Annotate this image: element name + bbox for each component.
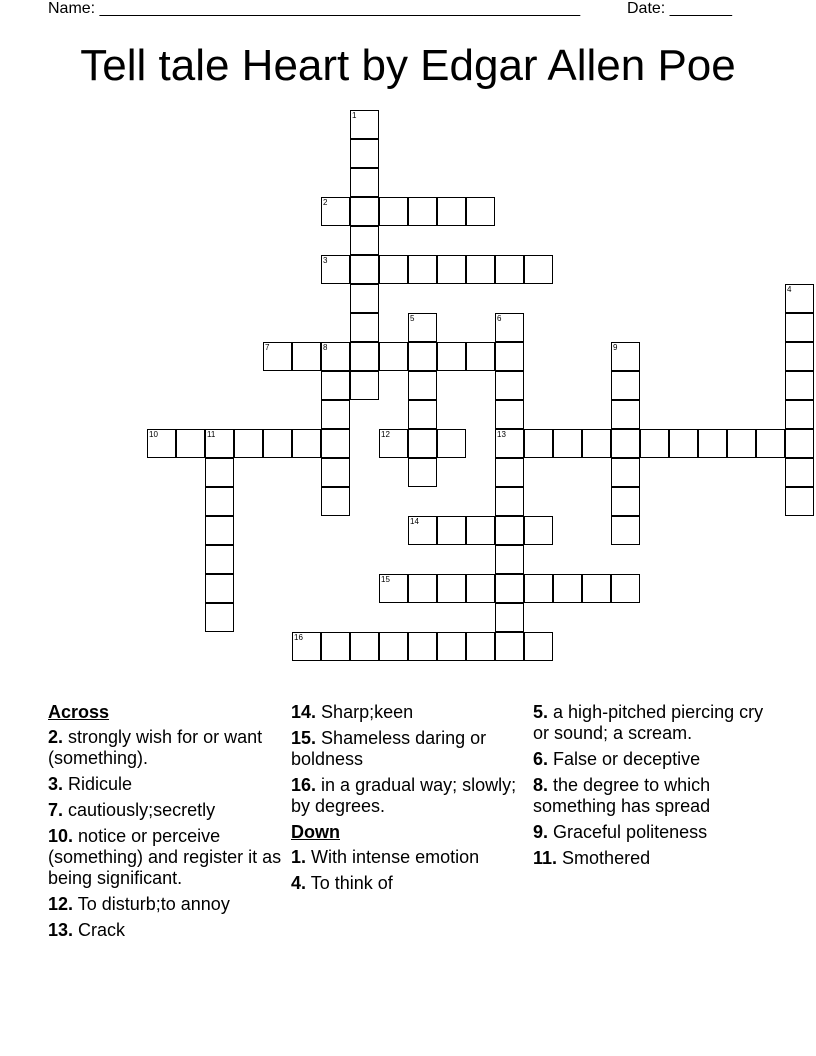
grid-cell[interactable] [785, 429, 814, 458]
clue-across-2: 2. strongly wish for or want (something). [48, 727, 263, 768]
grid-cell[interactable] [495, 342, 524, 371]
clue-across-15: 15. Shameless daring or boldness [291, 728, 487, 769]
grid-cell[interactable] [205, 516, 234, 545]
grid-cell[interactable] [350, 197, 379, 226]
clue-down-11: 11. Smothered [533, 848, 651, 868]
clue-across-7: 7. cautiously;secretly [48, 800, 216, 820]
clue-across-16: 16. in a gradual way; slowly; by degrees. [291, 775, 517, 816]
grid-cell[interactable] [437, 255, 466, 284]
clue-column-3 [533, 702, 765, 874]
clue-number: 14 [410, 517, 419, 526]
date-line[interactable]: _______ [669, 0, 732, 17]
clue-number: 9 [613, 343, 618, 352]
grid-cell[interactable] [524, 632, 553, 661]
grid-cell[interactable] [495, 313, 524, 342]
grid-cell[interactable] [292, 342, 321, 371]
clue-number: 16 [294, 633, 303, 642]
clue-down-9: 9. Graceful politeness [533, 822, 708, 842]
grid-cell[interactable] [408, 197, 437, 226]
grid-cell[interactable] [321, 255, 350, 284]
grid-cell[interactable] [321, 632, 350, 661]
grid-cell[interactable] [582, 429, 611, 458]
grid-cell[interactable] [495, 574, 524, 603]
grid-cell[interactable] [408, 400, 437, 429]
clue-number: 3 [323, 256, 328, 265]
grid-cell[interactable] [611, 574, 640, 603]
grid-cell[interactable] [350, 255, 379, 284]
clue-down-6: 6. False or deceptive [533, 749, 701, 769]
grid-cell[interactable] [524, 574, 553, 603]
clue-column-2 [291, 702, 523, 899]
clue-number: 2 [323, 198, 328, 207]
clue-down-8: 8. the degree to which something has spread [533, 775, 711, 816]
clue-number: 10 [149, 430, 158, 439]
grid-cell[interactable] [176, 429, 205, 458]
clue-down-5: 5. a high-pitched piercing cry or sound; a scream. [533, 702, 764, 743]
grid-cell[interactable] [553, 429, 582, 458]
grid-cell[interactable] [669, 429, 698, 458]
grid-cell[interactable] [408, 371, 437, 400]
grid-cell[interactable] [147, 429, 176, 458]
grid-cell[interactable] [437, 197, 466, 226]
clue-column-1 [48, 702, 288, 946]
grid-cell[interactable] [321, 197, 350, 226]
grid-cell[interactable] [495, 545, 524, 574]
grid-cell[interactable] [611, 429, 640, 458]
clue-number: 7 [265, 343, 270, 352]
clue-across-14: 14. Sharp;keen [291, 702, 414, 722]
grid-cell[interactable] [466, 342, 495, 371]
grid-cell[interactable] [698, 429, 727, 458]
grid-cell[interactable] [553, 574, 582, 603]
grid-cell[interactable] [785, 284, 814, 313]
grid-cell[interactable] [437, 632, 466, 661]
grid-cell[interactable] [350, 110, 379, 139]
grid-cell[interactable] [495, 458, 524, 487]
grid-cell[interactable] [640, 429, 669, 458]
grid-cell[interactable] [205, 458, 234, 487]
clue-number: 5 [410, 314, 415, 323]
grid-cell[interactable] [263, 342, 292, 371]
grid-cell[interactable] [611, 458, 640, 487]
grid-cell[interactable] [350, 168, 379, 197]
grid-cell[interactable] [495, 487, 524, 516]
clue-number: 8 [323, 343, 328, 352]
name-label: Name: [48, 0, 96, 17]
clue-across-10: 10. notice or perceive (something) and register it as being significant. [48, 826, 282, 888]
grid-cell[interactable] [379, 342, 408, 371]
grid-cell[interactable] [495, 255, 524, 284]
grid-cell[interactable] [437, 342, 466, 371]
grid-cell[interactable] [756, 429, 785, 458]
grid-cell[interactable] [379, 255, 408, 284]
clue-number: 4 [787, 285, 792, 294]
grid-cell[interactable] [785, 487, 814, 516]
grid-cell[interactable] [205, 545, 234, 574]
grid-cell[interactable] [379, 632, 408, 661]
grid-cell[interactable] [727, 429, 756, 458]
grid-cell[interactable] [350, 342, 379, 371]
grid-cell[interactable] [495, 400, 524, 429]
grid-cell[interactable] [524, 516, 553, 545]
page-title: Tell tale Heart by Edgar Allen Poe [80, 41, 736, 90]
grid-cell[interactable] [408, 313, 437, 342]
grid-cell[interactable] [321, 400, 350, 429]
grid-cell[interactable] [524, 429, 553, 458]
grid-cell[interactable] [495, 632, 524, 661]
clue-across-13: 13. Crack [48, 920, 126, 940]
grid-cell[interactable] [611, 342, 640, 371]
grid-cell[interactable] [611, 400, 640, 429]
grid-cell[interactable] [321, 371, 350, 400]
grid-cell[interactable] [466, 516, 495, 545]
grid-cell[interactable] [321, 342, 350, 371]
grid-cell[interactable] [292, 632, 321, 661]
grid-cell[interactable] [379, 197, 408, 226]
clue-number: 12 [381, 430, 390, 439]
grid-cell[interactable] [350, 632, 379, 661]
down-heading: Down [291, 822, 340, 842]
grid-cell[interactable] [408, 516, 437, 545]
clue-down-4: 4. To think of [291, 873, 393, 893]
grid-cell[interactable] [321, 487, 350, 516]
across-heading: Across [48, 702, 110, 722]
grid-cell[interactable] [292, 429, 321, 458]
grid-cell[interactable] [408, 574, 437, 603]
grid-cell[interactable] [466, 197, 495, 226]
grid-cell[interactable] [205, 429, 234, 458]
grid-cell[interactable] [524, 255, 553, 284]
grid-cell[interactable] [785, 342, 814, 371]
grid-cell[interactable] [379, 574, 408, 603]
grid-cell[interactable] [466, 255, 495, 284]
grid-cell[interactable] [611, 516, 640, 545]
clue-down-1: 1. With intense emotion [291, 847, 480, 867]
clue-number: 13 [497, 430, 506, 439]
grid-cell[interactable] [350, 313, 379, 342]
grid-cell[interactable] [408, 632, 437, 661]
grid-cell[interactable] [205, 603, 234, 632]
grid-cell[interactable] [466, 632, 495, 661]
grid-cell[interactable] [785, 458, 814, 487]
name-line[interactable]: ______________________________________________________ [99, 0, 581, 17]
grid-cell[interactable] [611, 487, 640, 516]
grid-cell[interactable] [466, 574, 495, 603]
grid-cell[interactable] [350, 226, 379, 255]
grid-cell[interactable] [205, 574, 234, 603]
grid-cell[interactable] [408, 342, 437, 371]
date-label: Date: [627, 0, 666, 17]
grid-cell[interactable] [263, 429, 292, 458]
grid-cell[interactable] [785, 371, 814, 400]
grid-cell[interactable] [350, 284, 379, 313]
clue-across-12: 12. To disturb;to annoy [48, 894, 230, 914]
grid-cell[interactable] [408, 255, 437, 284]
clue-number: 11 [207, 430, 216, 439]
grid-cell[interactable] [437, 429, 466, 458]
grid-cell[interactable] [379, 429, 408, 458]
clue-across-3: 3. Ridicule [48, 774, 133, 794]
grid-cell[interactable] [437, 516, 466, 545]
grid-cell[interactable] [437, 574, 466, 603]
clue-number: 1 [352, 111, 357, 120]
grid-cell[interactable] [495, 603, 524, 632]
clue-number: 6 [497, 314, 502, 323]
grid-cell[interactable] [785, 313, 814, 342]
grid-cell[interactable] [321, 458, 350, 487]
grid-cell[interactable] [408, 458, 437, 487]
grid-cell[interactable] [495, 516, 524, 545]
grid-cell[interactable] [408, 429, 437, 458]
grid-cell[interactable] [611, 371, 640, 400]
grid-cell[interactable] [785, 400, 814, 429]
grid-cell[interactable] [234, 429, 263, 458]
grid-cell[interactable] [321, 429, 350, 458]
grid-cell[interactable] [582, 574, 611, 603]
grid-cell[interactable] [495, 429, 524, 458]
grid-cell[interactable] [350, 371, 379, 400]
clue-number: 15 [381, 575, 390, 584]
grid-cell[interactable] [205, 487, 234, 516]
grid-cell[interactable] [495, 371, 524, 400]
grid-cell[interactable] [350, 139, 379, 168]
